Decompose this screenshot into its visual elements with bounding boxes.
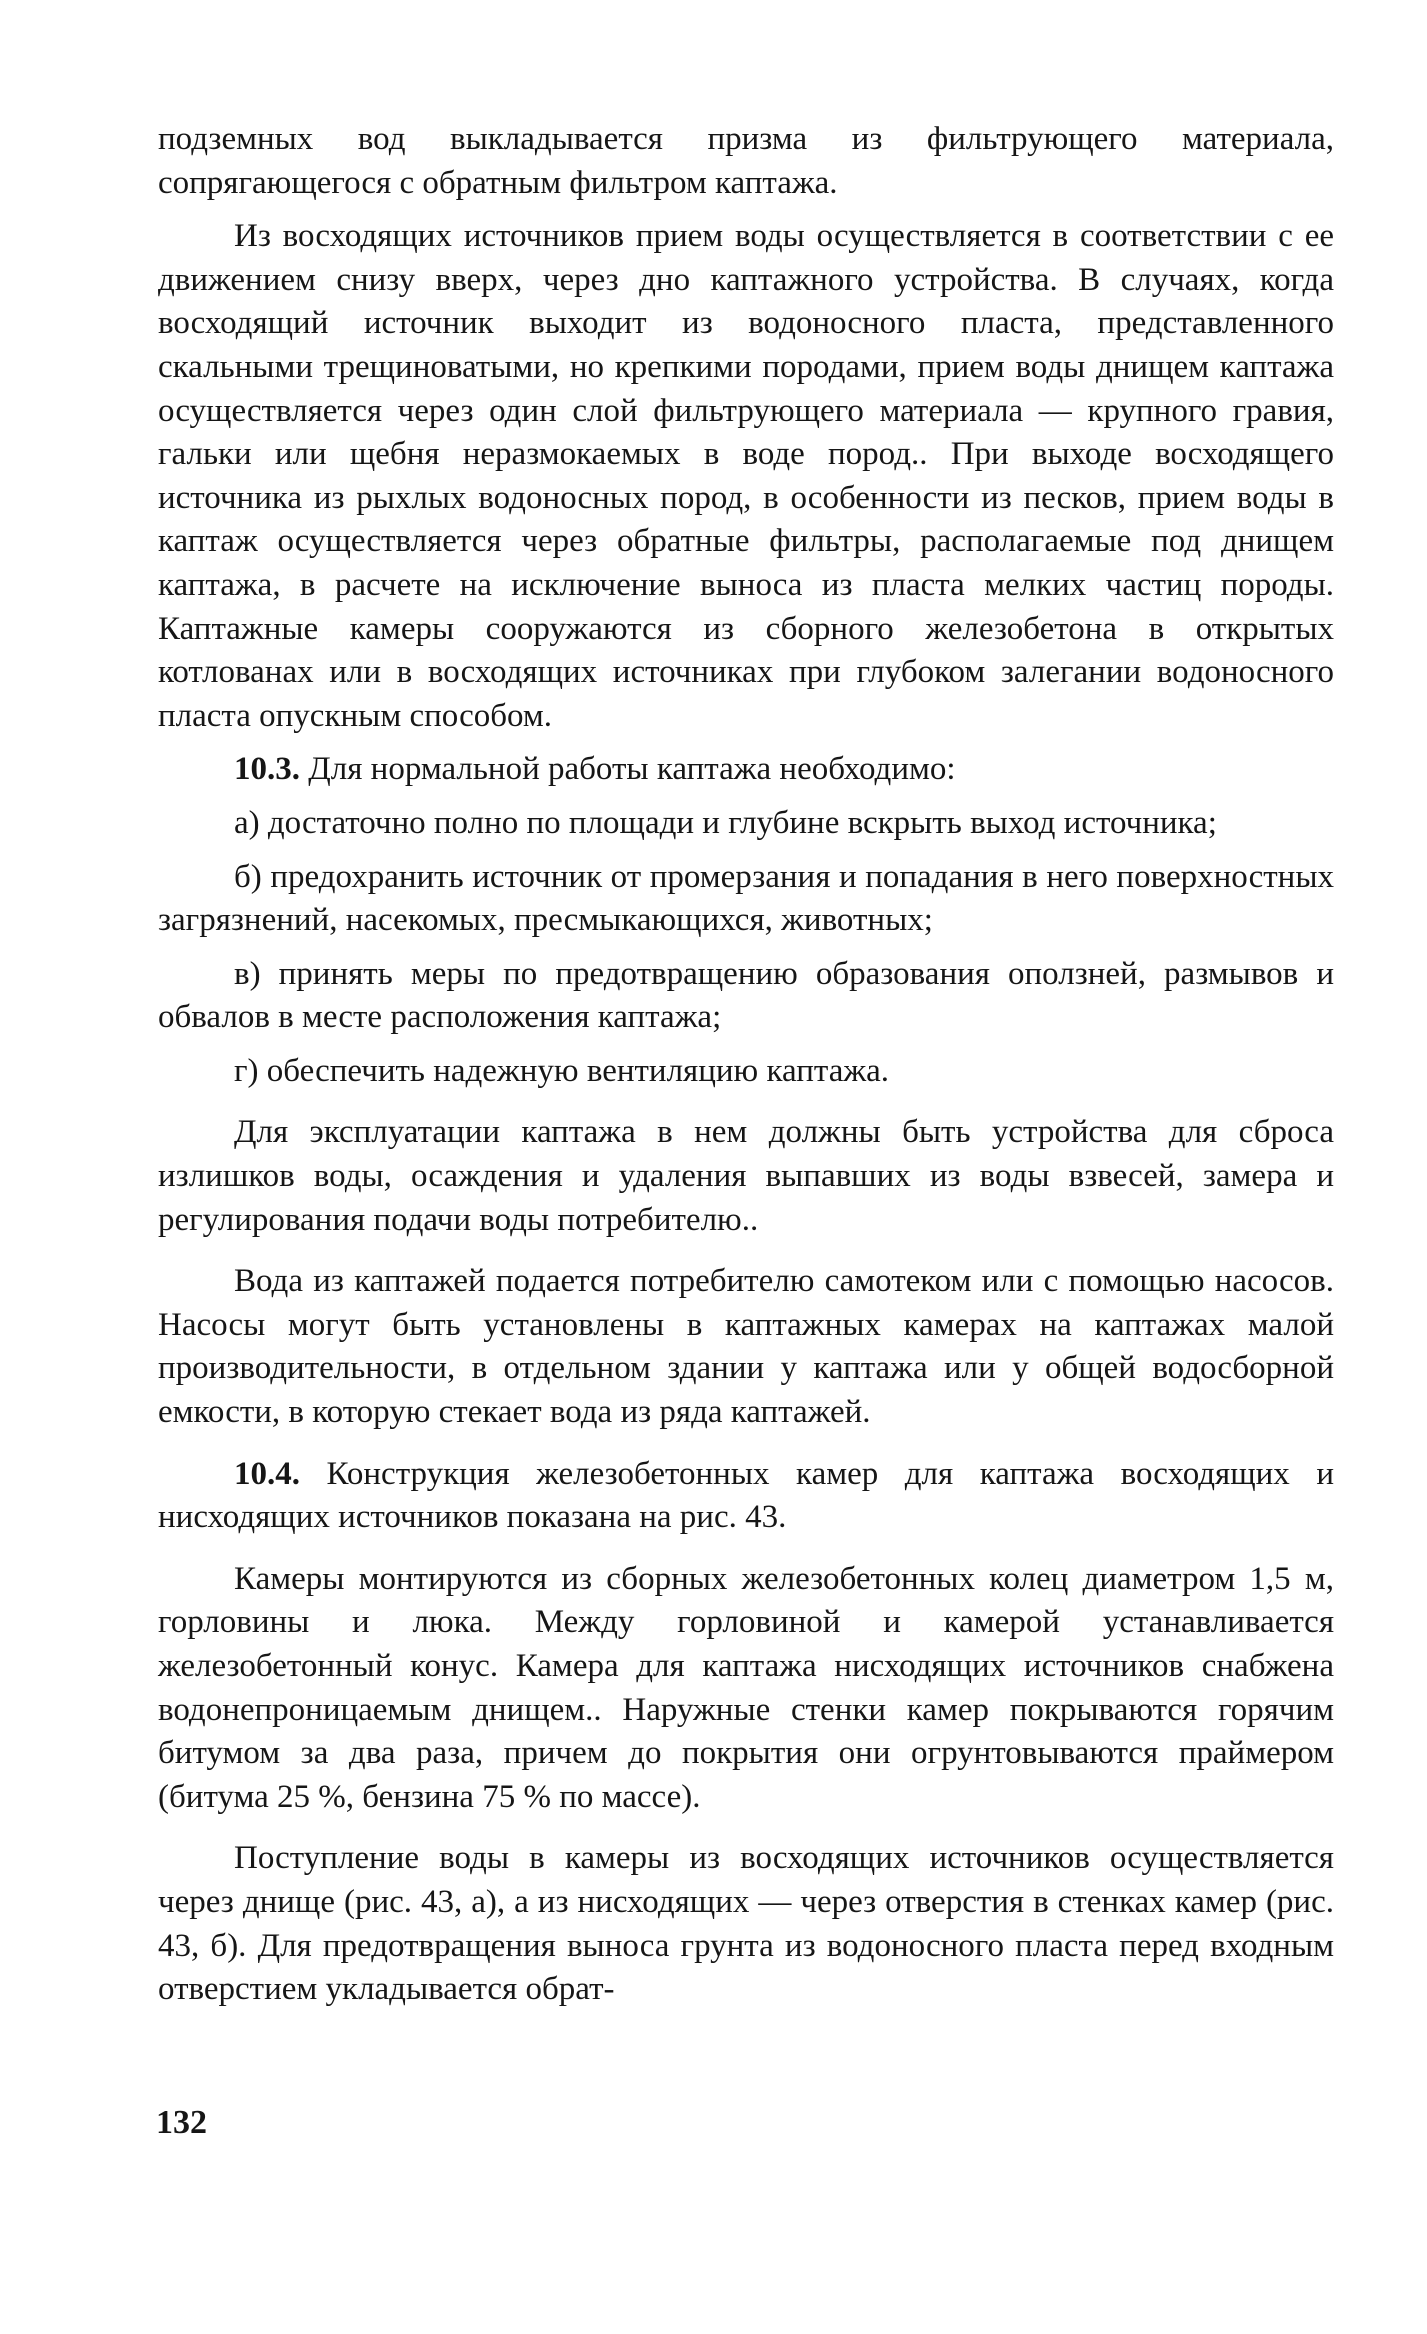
list-item-b: б) предохранить источник от промерзания и попадания в него поверхностных загрязнений, насекомых, пресмыкающихся, животных; (158, 858, 1334, 939)
section-10-3-text: Для нормальной работы каптажа необходимо: (308, 751, 956, 788)
section-number: 10.3. (234, 751, 300, 788)
paragraph-water-supply: Вода из каптажей подается потребителю самотеком или с помощью насосов. Насосы могут быть установлены в каптажных камерах на каптажах малой производительности, в отдельном здании у каптажа или у общей водосборной емкости, в которую стекает вода из ряда каптажей. (158, 1263, 1334, 1431)
page-number: 132 (156, 2104, 207, 2141)
section-number: 10.4. (234, 1455, 300, 1492)
list-item-a: а) достаточно полно по площади и глубине вскрыть выход источника; (234, 804, 1217, 841)
paragraph-ascending-springs: Из восходящих источников прием воды осуществляется в соответствии с ее движением снизу вверх, через дно каптажного устройства. В случаях, когда восходящий источник выходит из водоносного пласта, представленного скальными трещиноватыми, но крепкими породами, прием воды днищем каптажа осуществляется через один слой фильтрующего материала — крупного гравия, гальки или щебня неразмокаемых в воде пород.. При выходе восходящего источника из рыхлых водоносных пород, в особенности из песков, прием воды в каптаж осуществляется через обратные фильтры, располагаемые под днищем каптажа, в расчете на исключение выноса из пласта мелких частиц породы. Каптажные камеры сооружаются из сборного железобетона в открытых котлованах или в восходящих источниках при глубоком залегании водоносного пласта опускным способом. (158, 218, 1334, 734)
paragraph-chambers: Камеры монтируются из сборных железобетонных колец диаметром 1,5 м, горловины и люка. Между горловиной и камерой устанавливается железобетонный конус. Камера для каптажа нисходящих источников снабжена водонепроницаемым днищем.. Наружные стенки камер покрываются горячим битумом за два раза, причем до покрытия они огрунтовываются праймером (битума 25 %, бензина 75 % по массе). (158, 1560, 1334, 1815)
paragraph-continuation: подземных вод выкладывается призма из фильтрующего материала, сопрягающегося с обратным фильтром каптажа. (158, 121, 1334, 201)
paragraph-water-inflow: Поступление воды в камеры из восходящих источников осуществляется через днище (рис. 43, а), а из нисходящих — через отверстия в стенках камер (рис. 43, б). Для предотвращения выноса грунта из водоносного пласта перед входным отверстием укладывается обрат- (158, 1840, 1334, 2008)
section-10-4-heading (158, 1453, 1334, 1540)
section-10-3-heading (158, 748, 1334, 792)
list-item-g: г) обеспечить надежную вентиляцию каптажа. (234, 1052, 890, 1089)
paragraph-operation: Для эксплуатации каптажа в нем должны быть устройства для сброса излишков воды, осаждения и удаления выпавших из воды взвесей, замера и регулирования подачи воды потребителю.. (158, 1114, 1334, 1238)
section-10-4-text: Конструкция железобетонных камер для каптажа восходящих и нисходящих источников показана на рис. 43. (158, 1455, 1334, 1536)
page-body (158, 118, 1334, 2012)
list-item-v: в) принять меры по предотвращению образования оползней, размывов и обвалов в месте расположения каптажа; (158, 955, 1334, 1036)
